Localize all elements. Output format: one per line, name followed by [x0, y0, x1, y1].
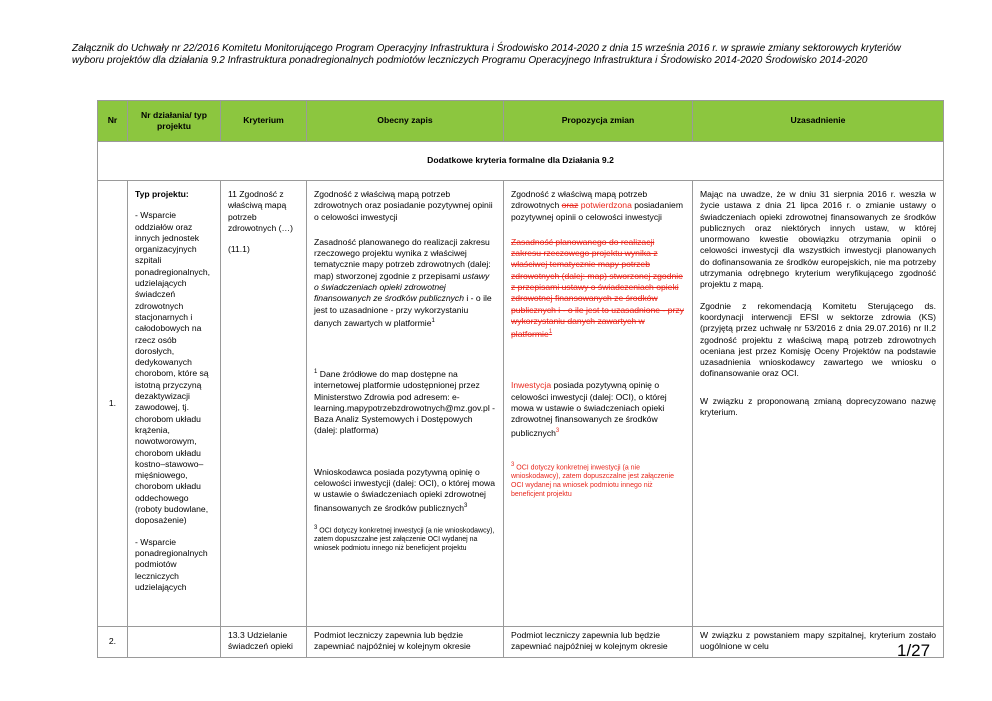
justification-cell [693, 181, 944, 627]
current-text-2: Zasadność planowanego do realizacji zakresu rzeczowego projektu wynika z właściwej tematycznie mapy potrzeb zdrowotnych (dalej: map) stworzonej zgodnie z przepisami ustawy o świadczeniach opieki zdrowotnej finansowanych ze środków publicznych i - o ile jest to uzasadnione - przy wykorzystaniu danych zawartych w platformie$^1$ [314, 236, 492, 328]
criterion-cell [221, 181, 307, 627]
justification-cell: W związku z powstaniem mapy szpitalnej, kryterium zostało uogólnione w celu [693, 627, 944, 658]
section-title: Dodatkowe kryteria formalne dla Działania 9.2 [98, 142, 944, 181]
header-uzasadnienie: Uzasadnienie [693, 101, 944, 142]
proposal-deleted-text: Zasadność planowanego do realizacji zakresu rzeczowego projektu wynika z właściwej tematycznie mapy potrzeb zdrowotnych (dalej: map) stworzonej zgodnie z przepisami ustawy o świadczeniach opieki zdrowotnej finansowanych ze środków publicznych i - o ile jest to uzasadnione - przy wykorzystaniu danych zawartych w platformie$^1$ [511, 236, 684, 340]
justification-2: Zgodnie z rekomendacją Komitetu Sterującego ds. koordynacji interwencji EFSI w sektorze zdrowia (KS) (przyjętą przez uchwałę nr 53/2016 z dnia 29.07.2016) nr II.2 zgodność projektu z właściwą mapą potrzeb zdrowotnych oceniana jest przez Komisję Oceny Projektów na podstawie uzasadnienia wnioskodawcy zawartego we wniosku o dofinansowanie oraz OCI. [700, 300, 936, 379]
current-footnote-1: $^1$ Dane źródłowe do map dostępne na internetowej platformie udostępnionej przez Ministerstwo Zdrowia pod adresem: e-learning.mapypotrzebzdrowotnych@mz.gov.pl - Baza Analiz Systemowych i Dostępowych (dalej: platforma) [314, 368, 495, 436]
current-footnote-3: $^3$ OCI dotyczy konkretnej inwestycji (a nie wnioskodawcy), zatem dopuszczalne jest załączenie OCI wydanej na wniosek podmiotu innego niż beneficjent projektu [314, 524, 495, 553]
criterion-code: (11.1) [228, 244, 250, 255]
justification-3: W związku z proponowaną zmianą doprecyzowano nazwę kryterium. [700, 395, 936, 418]
current-text-1: Zgodność z właściwą mapą potrzeb zdrowotnych oraz posiadanie pozytywnej opinii o celowości inwestycji [314, 189, 493, 222]
project-type-cell [128, 627, 221, 658]
header-obecny-zapis: Obecny zapis [307, 101, 504, 142]
document-title: Załącznik do Uchwały nr 22/2016 Komitetu Monitorującego Program Operacyjny Infrastruktura i Środowisko 2014-2020 z dnia 15 września 2016 r. w sprawie zmiany sektorowych kryteriów wyboru projektów dla działania 9.2 Infrastruktura ponadregionalnych podmiotów leczniczych Programu Operacyjnego Infrastruktura i Środowisko 2014-2020 Środowisko 2014-2020 [72, 43, 901, 66]
page-number: 1/27 [897, 641, 931, 660]
proposal-cell [504, 181, 693, 627]
section-row [98, 142, 944, 181]
proposal-footnote-3: $^3$ OCI dotyczy konkretnej inwestycji (a nie wnioskodawcy), zatem dopuszczalne jest załączenie OCI wydanej na wniosek podmiotu innego niż beneficjent projektu [511, 461, 675, 499]
proposal-text-1: Zgodność z właściwą mapą potrzeb zdrowotnych oraz potwierdzona posiadaniem pozytywnej opinii o celowości inwestycji [511, 189, 683, 222]
project-type-cell [128, 181, 221, 627]
header-kryterium: Kryterium [221, 101, 307, 142]
project-type-heading: Typ projektu: [135, 189, 189, 199]
table-row [98, 181, 944, 627]
criterion-name: 11 Zgodność z właściwą mapą potrzeb zdrowotnych (…) [228, 189, 293, 233]
proposal-cell: Podmiot leczniczy zapewnia lub będzie zapewniać najpóźniej w kolejnym okresie [504, 627, 693, 658]
current-text-cell: Podmiot leczniczy zapewnia lub będzie zapewniać najpóźniej w kolejnym okresie [307, 627, 504, 658]
row-number: 2. [98, 627, 128, 658]
criteria-table [97, 100, 944, 658]
proposal-text-3: Inwestycja posiada pozytywną opinię o celowości inwestycji (dalej: OCI), o której mowa w ustawie o świadczeniach opieki zdrowotnej finansowanych ze środków publicznych$^3$ [511, 380, 667, 438]
header-nr: Nr [98, 101, 128, 142]
row-number: 1. [98, 181, 128, 627]
header-row [98, 101, 944, 142]
header-dzialanie: Nr działania/ typ projektu [128, 101, 221, 142]
project-type-2: - Wsparcie ponadregionalnych podmiotów leczniczych udzielających [135, 536, 208, 592]
header-propozycja-zmian: Propozycja zmian [504, 101, 693, 142]
current-text-3: Wnioskodawca posiada pozytywną opinię o celowości inwestycji (dalej: OCI), o której mowa w ustawie o świadczeniach opieki zdrowotnej finansowanych ze środków publicznych$^3$ [314, 466, 496, 513]
table-row [98, 627, 944, 658]
criterion-cell: 13.3 Udzielanie świadczeń opieki [221, 627, 307, 658]
current-text-cell [307, 181, 504, 627]
project-type-1: - Wsparcie oddziałów oraz innych jednostek organizacyjnych szpitali ponadregionalnych, udzielających świadczeń zdrowotnych stacjonarnych i całodobowych na rzecz osób dorosłych, dedykowanych chorobom, które są istotną przyczyną dezaktywizacji zawodowej, tj. chorobom układu krążenia, nowotworowym, chorobom układu kostno–stawowo–mięśniowego, chorobom układu oddechowego (roboty budowlane, doposażenie) [135, 210, 211, 526]
justification-1: Mając na uwadze, że w dniu 31 sierpnia 2016 r. weszła w życie ustawa z dnia 21 lipca 2016 r. o zmianie ustawy o świadczeniach opieki zdrowotnej finansowanych ze środków publicznych oraz niektórych innych ustaw, w której unormowano kwestie obowiązku otrzymania opinii o celowości inwestycji dla wszystkich inwestycji planowanych do dofinansowania ze środków europejskich, nie ma potrzeby utrzymania odrębnego kryterium weryfikującego zgodność projektu z mapą. [700, 189, 936, 290]
